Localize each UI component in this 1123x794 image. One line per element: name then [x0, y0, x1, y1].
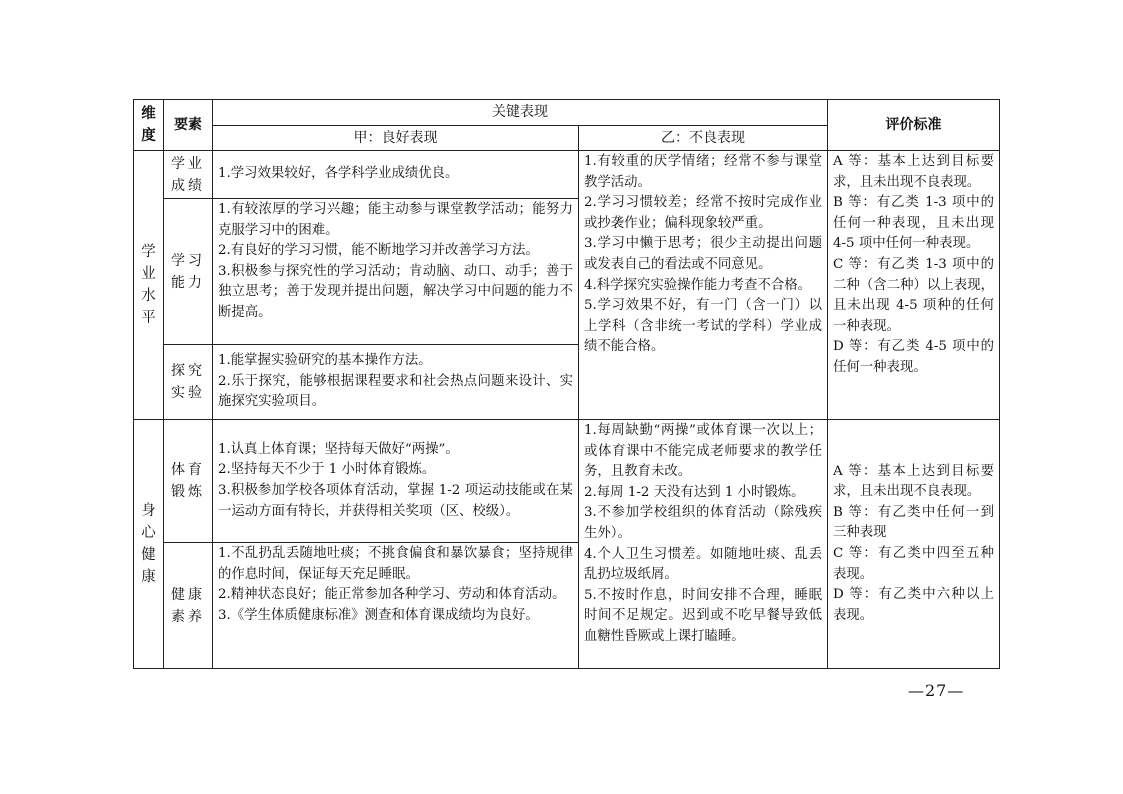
header-dimension-char: 维 [141, 105, 156, 122]
bad-academic [579, 151, 828, 420]
header-dimension [134, 100, 164, 151]
good-item: 2.有良好的学习习惯，能不断地学习并改善学习方法。 [218, 243, 539, 259]
bad-item: 2.学习习惯较差；经常不按时完成作业或抄袭作业；偏科现象较严重。 [584, 195, 822, 231]
element-label: 锻炼 [171, 484, 205, 500]
good-item: 1.有较浓厚的学习兴趣；能主动参与课堂教学活动；能努力克服学习中的困难。 [218, 202, 573, 238]
good-academic-results [213, 151, 579, 199]
page-number: —27— [908, 681, 965, 700]
criteria-item: A 等：基本上达到目标要求，且未出现不良表现。 [833, 154, 994, 190]
bad-item: 1.每周缺勤“两操”或体育课一次以上；或体育课中不能完成老师要求的教学任务，且教育未改。 [584, 423, 822, 480]
header-key-performance: 关键表现 [213, 100, 828, 126]
criteria-item: A 等：基本上达到目标要求，且未出现不良表现。 [833, 463, 994, 500]
category-char: 康 [141, 569, 156, 585]
element-label: 实验 [171, 385, 205, 401]
bad-item: 5.学习效果不好，有一门（含一门）以上学科（含非统一考试的学科）学业成绩不能合格。 [584, 298, 822, 355]
header-bad: 乙：不良表现 [579, 126, 828, 151]
good-health-literacy [213, 543, 579, 669]
element-label: 健康 [171, 586, 205, 603]
element-label: 成绩 [171, 177, 205, 194]
good-item: 1.学习效果较好，各学科学业成绩优良。 [218, 166, 459, 182]
good-item: 3.积极参加学校各项体育活动，掌握 1-2 项运动技能或在某一运动方面有特长，并获得相关奖项（区、校级）。 [218, 483, 573, 519]
header-element: 要素 [164, 100, 213, 151]
element-label: 体育 [171, 462, 205, 478]
element-label: 学业 [171, 155, 205, 172]
element-label: 能力 [171, 274, 205, 291]
category-char: 学 [141, 244, 156, 260]
good-physical-exercise [213, 420, 579, 543]
header-criteria: 评价标准 [828, 100, 1000, 151]
category-char: 平 [141, 310, 156, 326]
category-char: 健 [141, 547, 156, 563]
good-inquiry-experiment [213, 345, 579, 420]
good-item: 1.能掌握实验研究的基本操作方法。 [218, 353, 432, 369]
category-char: 身 [141, 503, 156, 519]
category-academic [134, 151, 164, 420]
category-char: 心 [141, 525, 156, 541]
bad-item: 4.科学探究实验操作能力考查不合格。 [584, 277, 812, 293]
category-char: 业 [141, 266, 156, 282]
header-good: 甲：良好表现 [213, 126, 579, 151]
bad-item: 1.有较重的厌学情绪；经常不参与课堂教学活动。 [584, 154, 822, 190]
category-health [134, 420, 164, 669]
good-item: 2.精神状态良好；能正常参加各种学习、劳动和体育活动。 [218, 587, 566, 603]
element-learning-ability [164, 199, 213, 345]
criteria-item: C 等：有乙类中四至五种表现。 [833, 546, 994, 582]
criteria-item: B 等：有乙类中任何一到三种表现 [833, 504, 994, 541]
element-academic-results [164, 151, 213, 199]
element-physical-exercise [164, 420, 213, 543]
good-item: 3.积极参与探究性的学习活动；肯动脑、动口、动手；善于独立思考；善于发现并提出问题，解决学习中问题的能力不断提高。 [218, 263, 573, 320]
bad-item: 2.每周 1-2 天没有达到 1 小时锻炼。 [584, 484, 805, 500]
element-label: 探究 [171, 363, 205, 379]
good-item: 3.《学生体质健康标准》测查和体育课成绩均为良好。 [218, 607, 539, 623]
criteria-academic [828, 151, 1000, 420]
bad-health [579, 420, 828, 669]
criteria-item: D 等：有乙类中六种以上表现。 [833, 587, 994, 623]
element-label: 学习 [171, 252, 205, 269]
header-dimension-char: 度 [141, 127, 156, 144]
element-health-literacy [164, 543, 213, 669]
good-item: 1.认真上体育课；坚持每天做好“两操”。 [218, 441, 459, 457]
good-item: 2.乐于探究，能够根据课程要求和社会热点问题来设计、实施探究实验项目。 [218, 373, 573, 410]
bad-item: 4.个人卫生习惯差。如随地吐痰、乱丢乱扔垃圾纸屑。 [584, 546, 822, 583]
element-inquiry-experiment [164, 345, 213, 420]
evaluation-table [133, 99, 1000, 669]
good-item: 2.坚持每天不少于 1 小时体育锻炼。 [218, 462, 436, 478]
bad-item: 5.不按时作息，时间安排不合理，睡眠时间不足规定。迟到或不吃早餐导致低血糖性昏厥或上课打瞌睡。 [584, 587, 822, 644]
criteria-item: D 等：有乙类 4-5 项中的任何一种表现。 [833, 339, 994, 375]
good-learning-ability [213, 199, 579, 345]
bad-item: 3.不参加学校组织的体育活动（除残疾生外）。 [584, 505, 822, 541]
criteria-item: B 等：有乙类 1-3 项中的任何一种表现，且未出现 4-5 项中任何一种表现。 [833, 195, 994, 252]
bad-item: 3.学习中懒于思考；很少主动提出问题或发表自己的看法或不同意见。 [584, 236, 822, 272]
category-char: 水 [141, 288, 156, 304]
criteria-health [828, 420, 1000, 669]
good-item: 1.不乱扔乱丢随地吐痰；不挑食偏食和暴饮暴食；坚持规律的作息时间，保证每天充足睡眠。 [218, 546, 573, 582]
criteria-item: C 等：有乙类 1-3 项中的二种（含二种）以上表现，且未出现 4-5 项种的任何一种表现。 [833, 256, 994, 334]
element-label: 素养 [171, 608, 205, 625]
